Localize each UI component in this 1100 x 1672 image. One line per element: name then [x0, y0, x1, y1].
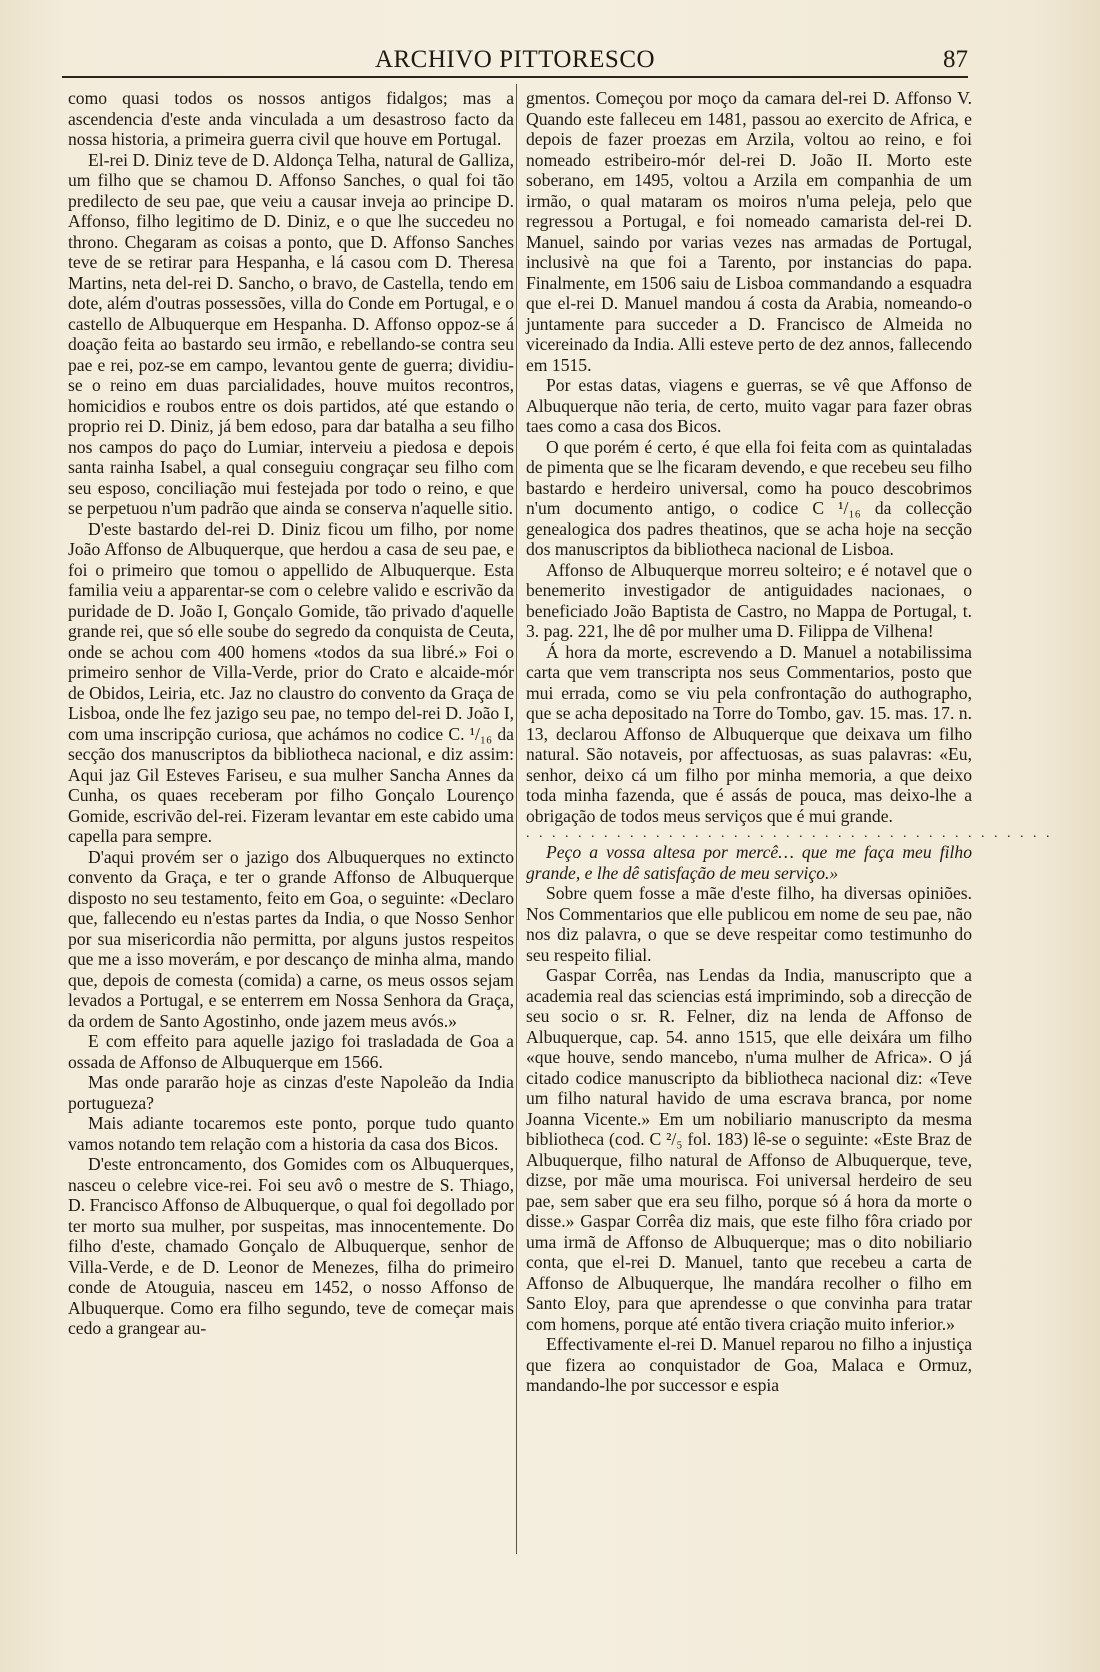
paragraph: Gaspar Corrêa, nas Lendas da India, manuscripto que a academia real das sciencias está imprimindo, sob a direcção de seu socio o sr. R. Felner, diz na lenda de Affonso de Albuquerque, cap. 54. anno 1515, que elle deixára um filho «que houve, sendo mancebo, n'uma mulher de Africa». O já citado codice manuscripto da bibliotheca nacional diz: «Teve um filho natural havido de uma escrava branca, por nome Joanna Vicente.» Em um nobiliario manuscripto da mesma bibliotheca (cod. C ²/₅ fol. 183) lê-se o seguinte: «Este Braz de Albuquerque, filho natural de Affonso de Albuquerque, teve, dizse, por mãe uma mourisca. Foi universal herdeiro de seu pae, sem saber que era seu filho, porque só á hora da morte o disse.» Gaspar Corrêa diz mais, que este filho fôra criado por uma irmã de Affonso de Albuquerque; mas o dito nobiliario conta, que el-rei D. Manuel, tanto que recebeu a carta de Affonso de Albuquerque, lhe mandára recolher o filho em Santo Eloy, para que aprendesse o que convinha para tratar com homens, porque até então tivera criação muito inferior.»: [526, 965, 972, 1334]
paragraph: Affonso de Albuquerque morreu solteiro; e é notavel que o benemerito investigador de antiguidades nacionaes, o beneficiado João Baptista de Castro, no Mappa de Portugal, t. 3. pag. 221, lhe dê por mulher uma D. Filippa de Vilhena!: [526, 559, 972, 641]
paragraph: D'este bastardo del-rei D. Diniz ficou um filho, por nome João Affonso de Albuquerque, que herdou a casa de seu pae, e foi o primeiro que tomou o appellido de Albuquerque. Esta familia veiu a apparentar-se com o celebre valido e escrivão da puridade de D. João I, Gonçalo Gomide, tão privado d'aquelle grande rei, que só elle soube do segredo da conquista de Ceuta, onde se achou com 400 homens «todos da sua libré.» Foi o primeiro senhor de Villa-Verde, prior do Crato e alcaide-mór de Obidos, Leiria, etc. Jaz no claustro do convento da Graça de Lisboa, onde lhe fez jazigo seu pae, no tempo del-rei D. João I, com uma inscripção curiosa, que achámos no codice C. ¹/₁₆ da secção dos manuscriptos da bibliotheca nacional, e diz assim: Aqui jaz Gil Esteves Fariseu, e sua mulher Sancha Annes da Cunha, os quaes receberam por filho Gonçalo Lourenço Gomide, escrivão del-rei. Fizeram levantar em este cabido uma capella para sempre.: [68, 518, 514, 846]
quote-paragraph: Peço a vossa altesa por mercê… que me faça meu filho grande, e lhe dê satisfação de meu serviço.»: [526, 842, 972, 883]
paragraph: gmentos. Começou por moço da camara del-rei D. Affonso V. Quando este falleceu em 1481, passou ao exercito de Africa, e depois de fazer proezas em Arzila, voltou ao reino, e foi nomeado estribeiro-mór del-rei D. João II. Morto este soberano, em 1495, voltou a Arzila em companhia de um irmão, o qual mataram os moiros n'uma peleja, pelo que regressou a Portugal, e foi nomeado camarista del-rei D. Manuel, saindo por varias vezes nas armadas de Portugal, inclusivè na que foi a Tarento, por instancias do papa. Finalmente, em 1506 saiu de Lisboa commandando a esquadra que el-rei D. Manuel mandou á costa da Arabia, nomeando-o juntamente para succeder a D. Francisco de Almeida no vicereinado da India. Alli esteve perto de dez annos, fallecendo em 1515.: [526, 88, 972, 375]
page-header: [62, 44, 968, 78]
ellipsis-separator: . . . . . . . . . . . . . . . . . . . . . . . . . . . . . . . . . . . . . . . . .: [526, 826, 1053, 841]
left-column: [68, 88, 514, 1339]
paragraph: Á hora da morte, escrevendo a D. Manuel a notabilissima carta que vem transcripta nos seus Commentarios, posto que mui errada, como se viu pela confrontação do authographo, que se acha depositado na Torre do Tombo, gav. 15. mas. 17. n. 13, declarou Affonso de Albuquerque que deixava um filho natural. São notaveis, por affectuosas, as suas palavras: «Eu, senhor, deixo cá um filho por minha memoria, a que deixo toda minha fazenda, que é assás de pouca, mas deixo-lhe a obrigação de todos meus serviços que é mui grande.: [526, 641, 972, 826]
page-number: 87: [943, 46, 968, 73]
publication-title: ARCHIVO PITTORESCO: [374, 46, 656, 73]
column-divider: [516, 84, 517, 1554]
paragraph: Por estas datas, viagens e guerras, se vê que Affonso de Albuquerque não teria, de certo, muito vagar para fazer obras taes como a casa dos Bicos.: [526, 375, 972, 436]
paragraph: Effectivamente el-rei D. Manuel reparou no filho a injustiça que fizera ao conquistador de Goa, Malaca e Ormuz, mandando-lhe por successor e espia: [526, 1334, 972, 1395]
paragraph: Sobre quem fosse a mãe d'este filho, ha diversas opiniões. Nos Commentarios que elle publicou em nome de seu pae, não nos diz palavra, o que se deve respeitar como testimunho do seu respeito filial.: [526, 883, 972, 965]
right-column: [526, 88, 1053, 1396]
paragraph: E com effeito para aquelle jazigo foi trasladada de Goa a ossada de Affonso de Albuquerque em 1566.: [68, 1031, 514, 1072]
header-rule: [62, 76, 968, 78]
paragraph: D'este entroncamento, dos Gomides com os Albuquerques, nasceu o celebre vice-rei. Foi seu avô o mestre de S. Thiago, D. Francisco Affonso de Albuquerque, o qual foi degollado por ter morto sua mulher, por suspeitas, mas innocentemente. Do filho d'este, chamado Gonçalo de Albuquerque, senhor de Villa-Verde, e de D. Leonor de Menezes, filha do primeiro conde de Atouguia, nasceu em 1452, o nosso Affonso de Albuquerque. Como era filho segundo, teve de começar mais cedo a grangear au-: [68, 1154, 514, 1338]
paragraph: Mais adiante tocaremos este ponto, porque tudo quanto vamos notando tem relação com a historia da casa dos Bicos.: [68, 1113, 514, 1154]
paragraph: Mas onde pararão hoje as cinzas d'este Napoleão da India portugueza?: [68, 1072, 514, 1113]
paragraph: El-rei D. Diniz teve de D. Aldonça Telha, natural de Galliza, um filho que se chamou D. Affonso Sanches, o qual foi tão predilecto de seu pae, que veiu a causar inveja ao principe D. Affonso, filho legitimo de D. Diniz, e o que lhe succedeu no throno. Chegaram as coisas a ponto, que D. Affonso Sanches teve de se retirar para Hespanha, e lá casou com D. Theresa Martins, neta del-rei D. Sancho, o bravo, de Castella, tendo em dote, além d'outras possessões, villa do Conde em Portugal, e o castello de Albuquerque em Hespanha. D. Affonso oppoz-se á doação feita ao bastardo seu irmão, e rebellando-se contra seu pae e rei, poz-se em campo, levantou gente de guerra; dividiu-se o reino em duas parcialidades, houve muitos recontros, homicidios e roubos entre os dois partidos, até que estando o proprio rei D. Diniz, já bem edoso, para dar batalha a seu filho nos campos do paço do Lumiar, interveiu a piedosa e depois santa rainha Isabel, a qual conseguiu congraçar seu filho com seu esposo, conciliação mui festejada por todo o reino, e que se perpetuou n'um padrão que ainda se conserva n'aquelle sitio.: [68, 149, 514, 518]
paragraph: D'aqui provém ser o jazigo dos Albuquerques no extincto convento da Graça, e ter o grande Affonso de Albuquerque disposto no seu testamento, feito em Goa, o seguinte: «Declaro que, fallecendo eu n'estas partes da India, o que Nosso Senhor por sua misericordia não permitta, por alguns justos respeitos que me a isso moverám, e por descanço de minha alma, mando que, depois de comesta (comida) a carne, os meus ossos sejam levados a Portugal, e se enterrem em Nossa Senhora da Graça, da ordem de Santo Agostinho, onde jazem meus avós.»: [68, 846, 514, 1031]
paragraph: como quasi todos os nossos antigos fidalgos; mas a ascendencia d'este anda vinculada a um desastroso facto da nossa historia, a primeira guerra civil que houve em Portugal.: [68, 88, 514, 149]
paragraph: O que porém é certo, é que ella foi feita com as quintaladas de pimenta que se lhe ficaram devendo, e que recebeu seu filho bastardo e herdeiro universal, como ha pouco descobrimos n'um documento antigo, o codice C ¹/₁₆ da collecção genealogica dos padres theatinos, que se acha hoje na secção dos manuscriptos da bibliotheca nacional de Lisboa.: [526, 436, 972, 559]
